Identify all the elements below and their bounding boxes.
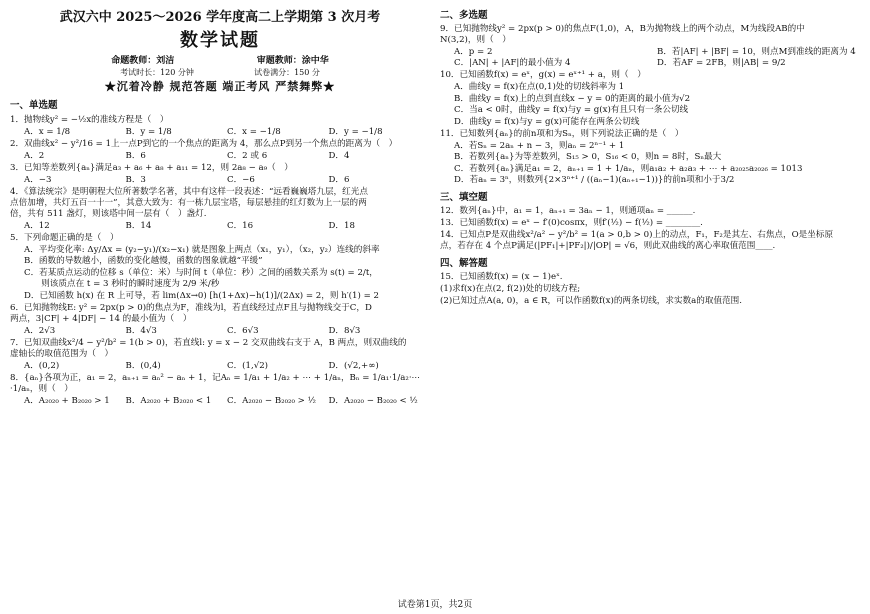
question-9: [440, 24, 860, 46]
question-14-line: 点，若存在 4 个点P满足(|PF₁|+|PF₂|)/|OP| = √6，则此双曲线的离心率取值范围____.: [440, 241, 776, 252]
option: B．(0,4): [125, 360, 161, 371]
question-7-line: 虚轴长的取值范围为（ ）: [10, 348, 114, 359]
q4-options: [10, 221, 430, 232]
section-fill-in: 三、填空题: [440, 192, 488, 204]
question-11: 11．已知数列{aₙ}的前n项和为Sₙ，则下列说法正确的是（ ）: [440, 128, 684, 139]
question-15-part-1: (1)求f(x)在点(2, f(2))处的切线方程;: [440, 284, 581, 295]
question-10: 10．已知函数f(x) = eˣ，g(x) = eˣ⁺¹ + a，则（ ）: [440, 70, 646, 81]
question-7: [10, 338, 430, 360]
option: A．曲线y = f(x)在点(0,1)处的切线斜率为 1: [454, 82, 625, 93]
option: B．若|AF| + |BF| = 10，则点M到准线的距离为 4: [657, 47, 856, 58]
option: A．p = 2: [454, 47, 493, 58]
option: B．6: [125, 150, 146, 161]
option: C．2 或 6: [227, 150, 268, 161]
question-7-line: 7．已知双曲线x²/4 − y²/b² = 1(b > 0)，若直线l: y = x − 2 交双曲线右支于 A，B 两点，则双曲线的: [10, 337, 407, 348]
question-4: [10, 187, 430, 220]
q10-options: [440, 82, 860, 128]
question-4-line: 倍，共有 511 盏灯，则该塔中间一层有（ ）盏灯.: [10, 208, 207, 219]
option: D．若aₙ = 3ⁿ，则数列{2×3ⁿ⁺¹ / ((aₙ−1)(aₙ₊₁−1))}的前n项和小于3/2: [454, 175, 735, 186]
option: A．2: [24, 150, 45, 161]
page-footer: 试卷第1页，共2页: [397, 600, 473, 610]
motto: ★沉着冷静 规范答题 端正考风 严禁舞弊★: [104, 80, 336, 94]
option: C．(1,√2): [227, 360, 269, 371]
option: A．A₂₀₂₀ + B₂₀₂₀ > 1: [24, 395, 110, 406]
option: D．若AF = 2FB，则|AB| = 9/2: [657, 58, 786, 69]
option: C．|AN| + |AF|的最小值为 4: [454, 58, 571, 69]
option: C．16: [227, 220, 254, 231]
option: D．曲线y = f(x)与y = g(x)可能存在两条公切线: [454, 116, 640, 127]
question-6: [10, 303, 430, 325]
question-13: 13．已知函数f(x) = eˣ − f′(0)cosπx，则f′(½) − f(½) = ________.: [440, 218, 703, 229]
left-column: [10, 0, 430, 407]
question-14: [440, 230, 860, 252]
option: A．−3: [24, 174, 52, 185]
exam-info: [10, 68, 430, 78]
option: C．若某质点运动的位移 s（单位：米）与时间 t（单位：秒）之间的函数关系为 s(t) = 2/t，: [24, 267, 378, 278]
option: B．函数的导数越小，函数的变化越慢，函数的图象就越“平缓”: [24, 256, 263, 267]
question-15: 15．已知函数f(x) = (x − 1)eˣ.: [440, 272, 563, 283]
exam-title: 武汉六中 2025～2026 学年度高二上学期第 3 次月考: [59, 10, 381, 25]
option: B．若数列{aₙ}为等差数列，S₁₅ > 0，S₁₆ < 0，则n = 8时，Sₙ最大: [454, 152, 722, 163]
option: A．(0,2): [24, 360, 60, 371]
option: B．3: [125, 174, 146, 185]
option: B．y = 1/8: [125, 126, 172, 137]
section-single-choice: 一、单选题: [10, 100, 58, 112]
option: A．若Sₙ = 2aₙ + n − 3，则aₙ = 2ⁿ⁻¹ + 1: [454, 140, 625, 151]
q5-options: [10, 245, 430, 302]
option: B．曲线y = f(x)上的点到直线x − y = 0的距离的最小值为√2: [454, 93, 691, 104]
option: B．A₂₀₂₀ + B₂₀₂₀ < 1: [125, 395, 212, 406]
question-12: 12．数列{aₙ}中，a₁ = 1，aₙ₊₁ = 3aₙ − 1，则通项aₙ = ______.: [440, 206, 696, 217]
question-8: 8．{aₙ}各项为正，a₁ = 2，aₙ₊₁ = aₙ² − aₙ + 1，记Aₙ = 1/a₁ + 1/a₂ + ⋯ + 1/aₙ，Bₙ = 1/a₁·1/a₂·⋯·1/aₙ，则（ ）: [10, 372, 421, 394]
option: A．2√3: [24, 325, 56, 336]
question-6-line: 两点，3|CF| + 4|DF| − 14 的最小值为（ ）: [10, 313, 192, 324]
question-9-line: 9．已知抛物线y² = 2px(p > 0)的焦点F(1,0)，A，B为抛物线上的两个动点，M为线段AB的中: [440, 24, 805, 35]
section-solutions: 四、解答题: [440, 258, 488, 270]
q7-options: [10, 361, 430, 372]
option: 则该质点在 t = 3 秒时的瞬时速度为 2/9 米/秒: [24, 279, 220, 290]
option: B．14: [125, 220, 152, 231]
option: A．12: [24, 220, 50, 231]
q9-options: [440, 47, 860, 69]
option: D．y = −1/8: [328, 126, 383, 137]
setter: 命题教师：刘洁: [111, 55, 175, 66]
q1-options: [10, 127, 430, 138]
option: A．x = 1/8: [24, 126, 71, 137]
right-column: [440, 0, 860, 308]
exam-score: 试卷满分：150 分: [254, 68, 320, 78]
q8-options: [10, 396, 430, 407]
question-1: 1．抛物线y² = −½x的准线方程是（ ）: [10, 114, 169, 125]
exam-time: 考试时长：120 分钟: [120, 68, 194, 78]
option: D．(√2,+∞): [328, 360, 379, 371]
reviewer: 审题教师：涂中华: [256, 55, 329, 66]
q3-options: [10, 175, 430, 186]
teachers-line: [10, 56, 430, 68]
option: C．−6: [227, 174, 255, 185]
q2-options: [10, 151, 430, 162]
option: C．A₂₀₂₀ − B₂₀₂₀ > ½: [227, 395, 316, 406]
question-6-line: 6．已知抛物线E: y² = 2px(p > 0)的焦点为F，准线为l，若直线经过点F且与抛物线交于C，D: [10, 302, 372, 313]
option: C．当a < 0时，曲线y = f(x)与y = g(x)有且只有一条公切线: [454, 105, 689, 116]
option: D．4: [328, 150, 350, 161]
question-5: 5．下列命题正确的是（ ）: [10, 232, 119, 243]
option: C．x = −1/8: [227, 126, 281, 137]
option: D．18: [328, 220, 355, 231]
q6-options: [10, 326, 430, 337]
question-15-part-2: (2)已知过点A(a, 0)，a ∈ R，可以作函数f(x)的两条切线，求实数a的取值范围.: [440, 296, 742, 307]
question-9-line: N(3,2)，则（ ）: [440, 35, 511, 46]
option: D．已知函数 h(x) 在 R 上可导，若 lim(Δx→0) [h(1+Δx)−h(1)]/(2Δx) = 2，则 h′(1) = 2: [24, 290, 379, 301]
option: D．A₂₀₂₀ − B₂₀₂₀ < ½: [328, 395, 418, 406]
option: D．6: [328, 174, 350, 185]
option: C．若数列{aₙ}满足a₁ = 2，aₙ₊₁ = 1 + 1/aₙ，则a₁a₂ + a₂a₃ + ⋯ + a₂₀₂₅a₂₀₂₆ = 1013: [454, 163, 803, 174]
option: B．4√3: [125, 325, 157, 336]
question-2: 2．双曲线x² − y²/16 = 1上一点P到它的一个焦点的距离为 4，那么点P到另一个焦点的距离为（ ）: [10, 138, 398, 149]
question-4-line: 4．《算法统宗》是明朝程大位所著数学名著，其中有这样一段表述：“远看巍巍塔九层，红光点: [10, 186, 368, 197]
option: A．平均变化率: Δy/Δx = (y₂−y₁)/(x₂−x₁) 就是图象上两点（x₁，y₁），（x₂，y₂）连线的斜率: [24, 244, 380, 255]
option: C．6√3: [227, 325, 259, 336]
question-3: 3．已知等差数列{aₙ}满足a₃ + a₆ + a₈ + a₁₁ = 12，则 2a₈ − a₉（ ）: [10, 162, 293, 173]
question-14-line: 14．已知点P是双曲线x²/a² − y²/b² = 1(a > 0,b > 0)上的动点，F₁，F₂是其左、右焦点，O是坐标原: [440, 230, 834, 241]
section-multiple-choice: 二、多选题: [440, 10, 488, 21]
option: D．8√3: [328, 325, 361, 336]
exam-subject: 数学试题: [180, 29, 260, 51]
question-4-line: 点倍加增，共灯五百一十一”，其意大致为：有一栋九层宝塔，每层悬挂的红灯数为上一层的两: [10, 197, 367, 208]
q11-options: [440, 141, 860, 187]
